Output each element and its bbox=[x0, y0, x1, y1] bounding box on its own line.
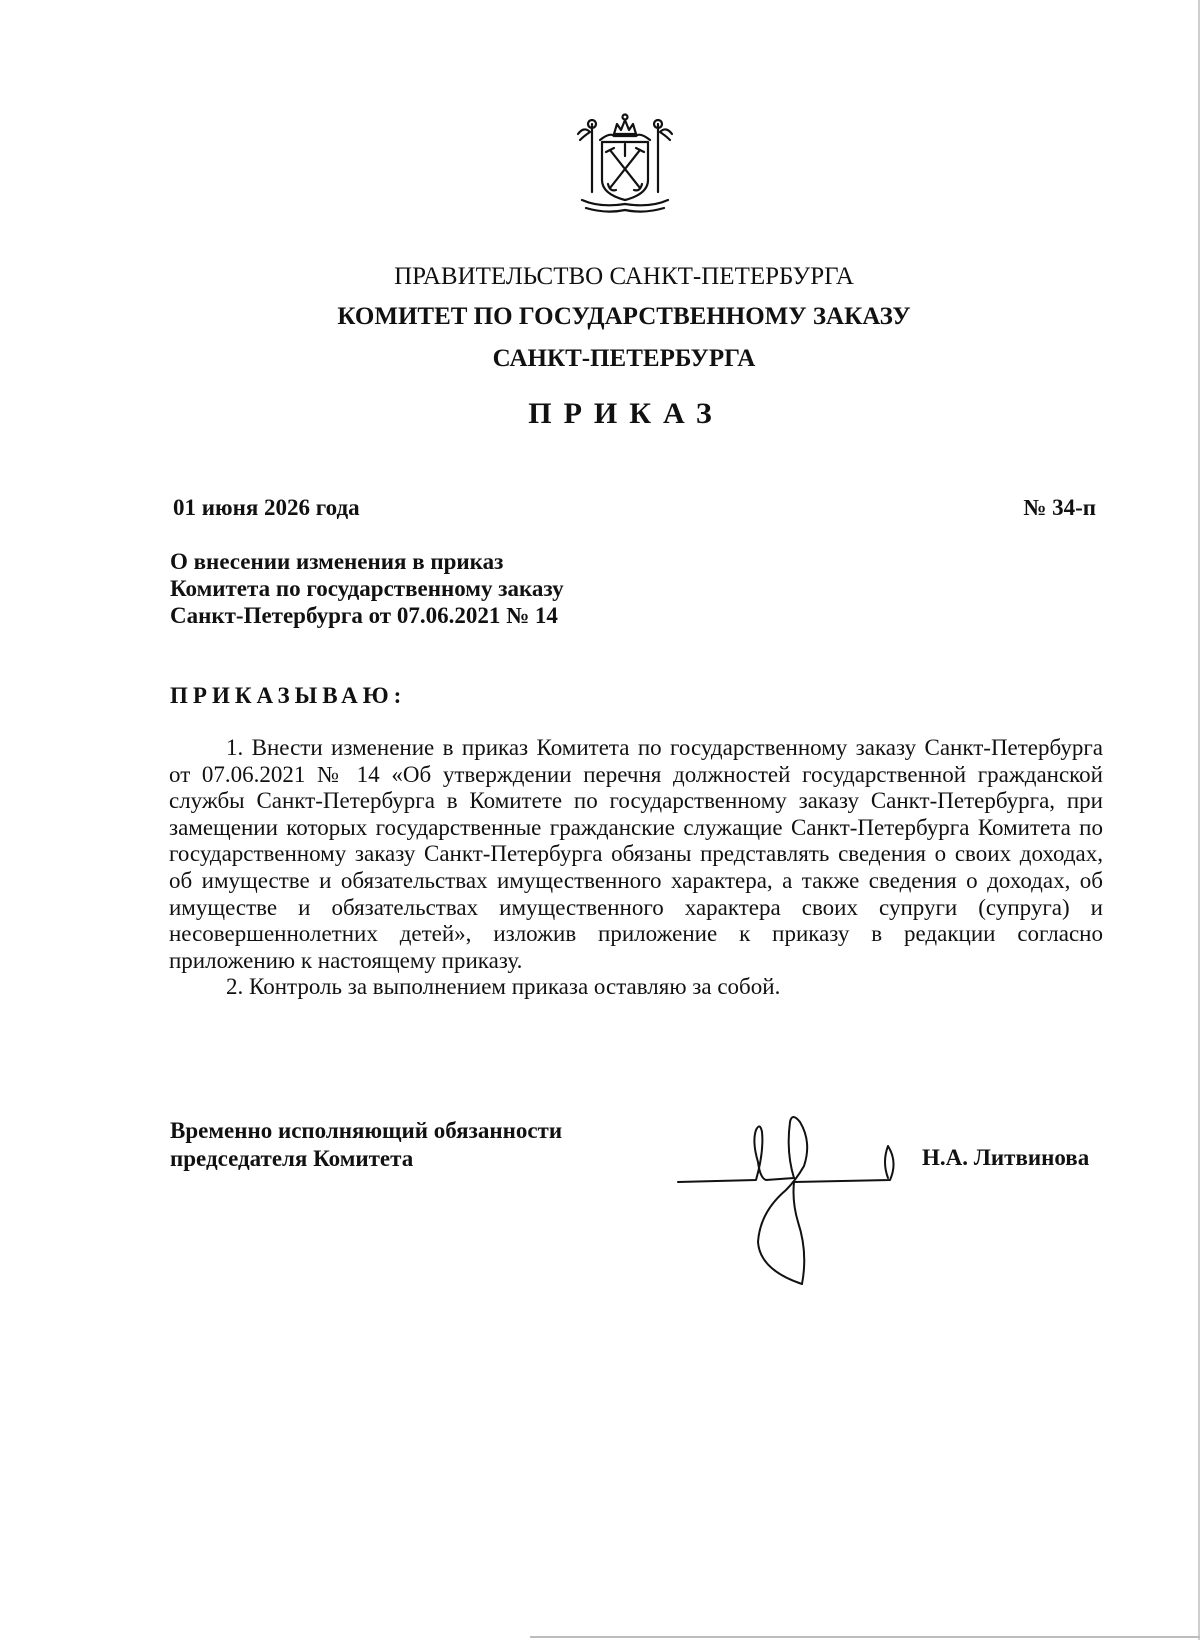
subject-line: О внесении изменения в приказ bbox=[170, 549, 504, 574]
order-heading: ПРИКАЗЫВАЮ: bbox=[170, 683, 407, 708]
document-date: 01 июня 2026 года bbox=[173, 495, 360, 520]
document-type: ПРИКАЗ bbox=[528, 397, 724, 430]
government-title: ПРАВИТЕЛЬСТВО САНКТ-ПЕТЕРБУРГА bbox=[394, 263, 854, 290]
document-number: № 34-п bbox=[1023, 495, 1096, 520]
scan-edge-bottom bbox=[530, 1636, 1200, 1638]
order-body bbox=[169, 735, 1103, 1001]
subject-line: Санкт-Петербурга от 07.06.2021 № 14 bbox=[170, 603, 558, 628]
signer-title-line1: Временно исполняющий обязанности bbox=[170, 1118, 563, 1143]
signer-name: Н.А. Литвинова bbox=[922, 1145, 1090, 1170]
handwritten-signature bbox=[676, 1112, 926, 1292]
signer-title-line2: председателя Комитета bbox=[170, 1146, 414, 1171]
signer-title bbox=[170, 1117, 562, 1173]
committee-title-line1: КОМИТЕТ ПО ГОСУДАРСТВЕННОМУ ЗАКАЗУ bbox=[337, 303, 911, 330]
coat-of-arms-icon bbox=[570, 112, 680, 214]
document-subject bbox=[170, 548, 564, 629]
order-paragraph-1: 1. Внести изменение в приказ Комитета по государственному заказу Санкт-Петербурга от 07.06.2021 № 14 «Об утверждении перечня должностей государственной гражданской службы Санкт-Петербурга в Комитете по государственному заказу Санкт-Петербурга, при замещении которых государственные гражданские служащие Санкт-Петербурга Комитета по государственному заказу Санкт-Петербурга обязаны представлять сведения о своих доходах, об имуществе и обязательствах имущественного характера, а также сведения о доходах, об имуществе и обязательствах имущественного характера своих супруги (супруга) и несовершеннолетних детей», изложив приложение к приказу в редакции согласно приложению к настоящему приказу. bbox=[169, 735, 1103, 973]
order-paragraph-2: 2. Контроль за выполнением приказа оставляю за собой. bbox=[226, 974, 781, 1000]
subject-line: Комитета по государственному заказу bbox=[170, 576, 564, 601]
committee-title-line2: САНКТ-ПЕТЕРБУРГА bbox=[492, 345, 756, 372]
